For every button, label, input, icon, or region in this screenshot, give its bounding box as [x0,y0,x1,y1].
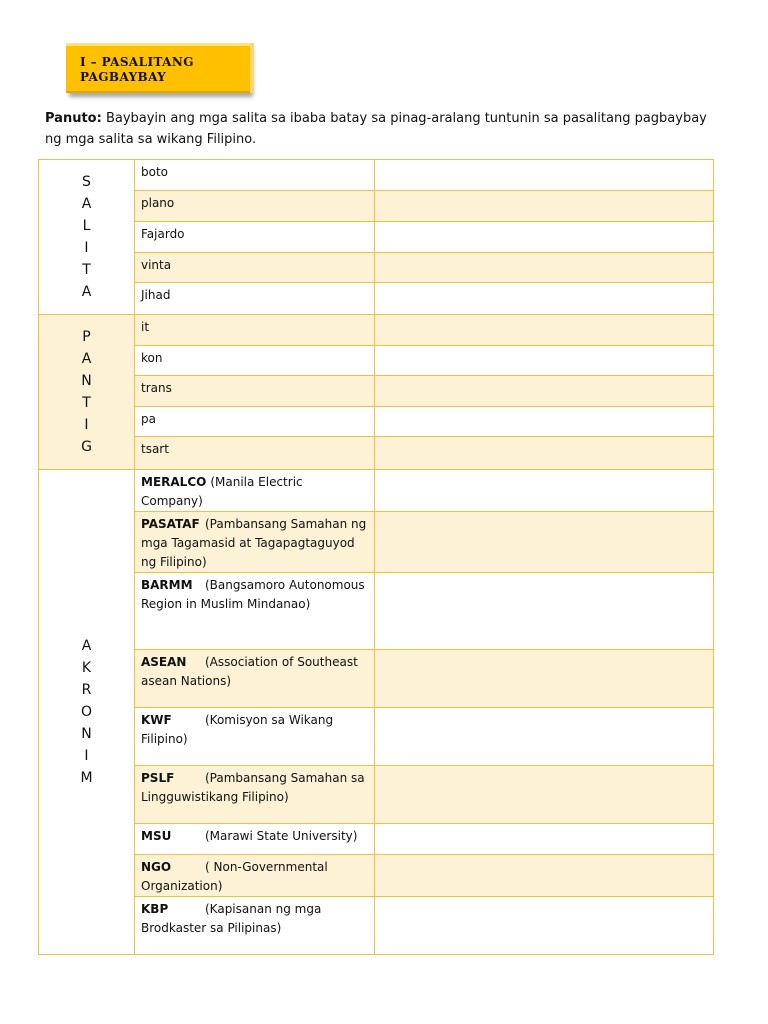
table-row [39,437,714,470]
word-cell: tsart [135,437,375,470]
category-letter: K [81,660,92,676]
word-cell: plano [135,191,375,222]
category-letter: T [82,395,91,411]
table-row [39,512,714,573]
category-letter: A [81,638,92,654]
answer-cell[interactable] [375,407,714,437]
acronym-cell [135,708,375,766]
acronym: KBP [141,902,169,916]
acronym-cell [135,824,375,855]
acronym: MERALCO [141,475,207,489]
table-row [39,470,714,512]
answer-cell[interactable] [375,855,714,897]
acronym-meaning: (Association of Southeast asean Nations) [141,655,358,688]
category-letter: I [84,748,89,764]
answer-cell[interactable] [375,766,714,824]
word-cell: kon [135,346,375,376]
table-row [39,824,714,855]
acronym-cell [135,766,375,824]
table-row [39,191,714,222]
acronym-cell [135,855,375,897]
table-row [39,766,714,824]
answer-cell[interactable] [375,650,714,708]
table-row [39,160,714,191]
answer-cell[interactable] [375,376,714,407]
category-pantig [39,315,135,470]
category-letter: I [84,240,89,256]
category-letter: A [81,351,92,367]
answer-cell[interactable] [375,191,714,222]
word-cell: boto [135,160,375,191]
word-cell: Jihad [135,283,375,315]
table-row [39,650,714,708]
instructions-label: Panuto: [45,111,102,126]
category-akronim [39,470,135,955]
word-cell: vinta [135,253,375,283]
acronym-meaning: ( Non-Governmental Organization) [141,860,328,893]
word-cell: Fajardo [135,222,375,253]
answer-cell[interactable] [375,573,714,650]
table-row [39,346,714,376]
acronym: PASATAF [141,517,200,531]
acronym-cell [135,897,375,955]
acronym: MSU [141,829,172,843]
table-row [39,376,714,407]
acronym-cell [135,470,375,512]
category-letter: R [81,682,92,698]
category-letter: G [81,439,92,455]
table-row [39,253,714,283]
answer-cell[interactable] [375,283,714,315]
table-row [39,897,714,955]
answer-cell[interactable] [375,160,714,191]
acronym-meaning: (Marawi State University) [205,829,358,843]
acronym: PSLF [141,771,175,785]
table-row [39,283,714,315]
answer-cell[interactable] [375,346,714,376]
acronym-meaning: (Bangsamoro Autonomous Region in Muslim Mindanao) [141,578,365,611]
category-letter: O [80,704,93,720]
table-row [39,708,714,766]
word-cell: trans [135,376,375,407]
category-letter: S [82,174,91,190]
spelling-table [38,159,714,955]
answer-cell[interactable] [375,437,714,470]
word-cell: it [135,315,375,346]
table-row [39,222,714,253]
answer-cell[interactable] [375,512,714,573]
table-row [39,407,714,437]
acronym-meaning: (Komisyon sa Wikang Filipino) [141,713,334,746]
acronym: KWF [141,713,172,727]
table-row [39,573,714,650]
category-letter: N [81,726,92,742]
answer-cell[interactable] [375,470,714,512]
category-salita [39,160,135,315]
category-letter: M [80,770,93,786]
acronym-cell [135,573,375,650]
table-row [39,315,714,346]
acronym: ASEAN [141,655,187,669]
answer-cell[interactable] [375,708,714,766]
acronym-cell [135,512,375,573]
acronym-meaning: (Pambansang Samahan ng mga Tagamasid at Tagapagtaguyod ng Filipino) [141,517,367,569]
category-letter: A [81,284,92,300]
category-letter: I [84,417,89,433]
answer-cell[interactable] [375,222,714,253]
acronym-meaning: (Manila Electric Company) [141,475,303,508]
category-letter: N [81,373,92,389]
banner-line-1: I – PASALITANG [80,55,194,69]
table-row [39,855,714,897]
answer-cell[interactable] [375,253,714,283]
word-cell: pa [135,407,375,437]
category-letter: L [82,218,91,234]
acronym: BARMM [141,578,193,592]
instructions-text: Baybayin ang mga salita sa ibaba batay sa pinag-aralang tuntunin sa pasalitang pagbaybay ng mga salita sa wikang Filipino. [45,111,707,147]
answer-cell[interactable] [375,824,714,855]
section-title-banner [66,43,250,93]
acronym-meaning: (Kapisanan ng mga Brodkaster sa Pilipinas) [141,902,322,935]
banner-line-2: PAGBAYBAY [80,70,167,84]
answer-cell[interactable] [375,315,714,346]
category-letter: A [81,196,92,212]
acronym: NGO [141,860,172,874]
instructions [45,108,715,150]
category-letter: T [82,262,91,278]
acronym-meaning: (Pambansang Samahan sa Lingguwistikang Filipino) [141,771,365,804]
answer-cell[interactable] [375,897,714,955]
acronym-cell [135,650,375,708]
category-letter: P [82,329,91,345]
